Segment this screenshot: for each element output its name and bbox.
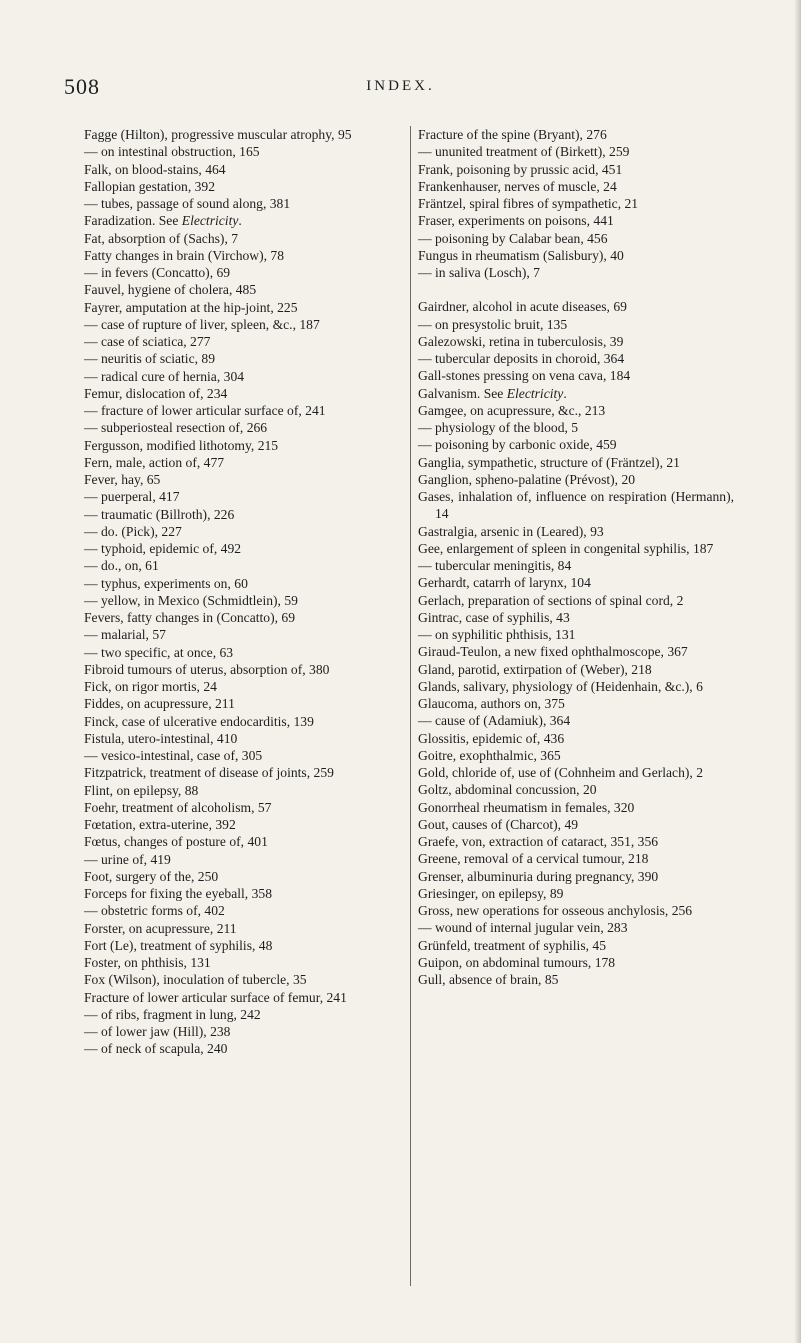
index-entry: Faradization. See Electricity. bbox=[84, 213, 242, 229]
index-entry: Falk, on blood-stains, 464 bbox=[84, 161, 226, 177]
index-entry: Fergusson, modified lithotomy, 215 bbox=[84, 437, 279, 453]
index-entry: Goitre, exophthalmic, 365 bbox=[418, 747, 561, 763]
running-head: INDEX. bbox=[366, 78, 435, 94]
index-entry: Fibroid tumours of uterus, absorption of, 380 bbox=[84, 661, 330, 677]
index-entry: — obstetric forms of, 402 bbox=[84, 903, 225, 919]
index-entry: Fracture of the spine (Bryant), 276 bbox=[418, 127, 607, 142]
index-entry: — neuritis of sciatic, 89 bbox=[84, 351, 215, 367]
index-entry: Frankenhauser, nerves of muscle, 24 bbox=[418, 178, 617, 194]
index-entry: Fern, male, action of, 477 bbox=[84, 454, 225, 470]
index-entry: Fiddes, on acupressure, 211 bbox=[84, 696, 235, 712]
index-entry: Graefe, von, extraction of cataract, 351, 356 bbox=[418, 834, 659, 849]
index-entry: — two specific, at once, 63 bbox=[84, 644, 234, 660]
index-entry: — on syphilitic phthisis, 131 bbox=[418, 627, 576, 642]
index-entry: Fox (Wilson), inoculation of tubercle, 35 bbox=[84, 972, 307, 988]
index-entry: Fallopian gestation, 392 bbox=[84, 178, 216, 194]
index-entry: Fick, on rigor mortis, 24 bbox=[84, 679, 217, 694]
index-entry: Fevers, fatty changes in (Concatto), 69 bbox=[84, 610, 296, 625]
index-entry: Forceps for fixing the eyeball, 358 bbox=[84, 886, 272, 901]
index-entry: Gout, causes of (Charcot), 49 bbox=[418, 816, 579, 832]
index-entry: — typhus, experiments on, 60 bbox=[84, 575, 248, 591]
index-entry: — case of rupture of liver, spleen, &c., 187 bbox=[84, 316, 320, 332]
index-entry: Finck, case of ulcerative endocarditis, 139 bbox=[84, 713, 314, 729]
index-entry: Fagge (Hilton), progressive muscular atrophy, 95 bbox=[84, 127, 352, 142]
index-entry: — puerperal, 417 bbox=[84, 489, 180, 505]
index-entry: Fracture of lower articular surface of femur, 241 bbox=[84, 989, 347, 1005]
index-entry: Frank, poisoning by prussic acid, 451 bbox=[418, 161, 623, 177]
index-entry: Galezowski, retina in tuberculosis, 39 bbox=[418, 333, 624, 349]
cross-reference: Electricity bbox=[181, 213, 239, 229]
index-entry: Fistula, utero-intestinal, 410 bbox=[84, 730, 238, 746]
index-entry: — case of sciatica, 277 bbox=[84, 334, 211, 349]
cross-reference: Electricity bbox=[506, 385, 564, 401]
index-entry: Gull, absence of brain, 85 bbox=[418, 972, 559, 987]
index-entry: Fauvel, hygiene of cholera, 485 bbox=[84, 282, 257, 298]
index-entry: — poisoning by Calabar bean, 456 bbox=[418, 230, 608, 246]
index-entry: Gerlach, preparation of sections of spinal cord, 2 bbox=[418, 592, 684, 608]
index-entry: — fracture of lower articular surface of, 241 bbox=[84, 403, 326, 418]
index-entry: Greene, removal of a cervical tumour, 218 bbox=[418, 851, 649, 867]
index-entry: Fungus in rheumatism (Salisbury), 40 bbox=[418, 247, 624, 263]
index-entry: Giraud-Teulon, a new fixed ophthalmoscope, 367 bbox=[418, 644, 688, 660]
index-entry: Fort (Le), treatment of syphilis, 48 bbox=[84, 937, 273, 953]
index-entry: — do. (Pick), 227 bbox=[84, 523, 182, 539]
index-entry: Grenser, albuminuria during pregnancy, 390 bbox=[418, 868, 659, 884]
index-entry: — physiology of the blood, 5 bbox=[418, 420, 579, 435]
index-entry: Glands, salivary, physiology of (Heidenhain, &c.), 6 bbox=[418, 678, 703, 694]
index-entry: Gonorrheal rheumatism in females, 320 bbox=[418, 799, 635, 815]
index-entry: — radical cure of hernia, 304 bbox=[84, 368, 245, 384]
index-entry: Fayrer, amputation at the hip-joint, 225 bbox=[84, 299, 298, 315]
index-entry: — yellow, in Mexico (Schmidtlein), 59 bbox=[84, 592, 298, 608]
index-entry: Fever, hay, 65 bbox=[84, 472, 161, 487]
index-entry: Gairdner, alcohol in acute diseases, 69 bbox=[418, 299, 627, 315]
index-entry: Ganglia, sympathetic, structure of (Fräntzel), 21 bbox=[418, 454, 680, 470]
index-entry: Goltz, abdominal concussion, 20 bbox=[418, 782, 597, 798]
index-entry: Galvanism. See Electricity. bbox=[418, 385, 567, 401]
index-entry: Guipon, on abdominal tumours, 178 bbox=[418, 954, 616, 970]
index-entry: Glaucoma, authors on, 375 bbox=[418, 696, 565, 711]
index-entry: Fraser, experiments on poisons, 441 bbox=[418, 213, 614, 229]
page-edge-shadow bbox=[794, 0, 801, 1343]
index-entry: — urine of, 419 bbox=[84, 851, 171, 867]
index-entry: Gastralgia, arsenic in (Leared), 93 bbox=[418, 523, 604, 539]
index-column-left bbox=[84, 126, 402, 1058]
index-entry: — vesico-intestinal, case of, 305 bbox=[84, 748, 263, 763]
index-entry: Foster, on phthisis, 131 bbox=[84, 955, 211, 970]
index-entry: — of ribs, fragment in lung, 242 bbox=[84, 1006, 261, 1022]
page-header bbox=[0, 74, 801, 104]
index-entry: — traumatic (Billroth), 226 bbox=[84, 506, 235, 522]
index-entry: Fœtus, changes of posture of, 401 bbox=[84, 834, 268, 850]
index-entry: Fatty changes in brain (Virchow), 78 bbox=[84, 247, 285, 263]
index-entry: Gland, parotid, extirpation of (Weber), 218 bbox=[418, 661, 652, 677]
index-entry: — of neck of scapula, 240 bbox=[84, 1041, 228, 1057]
column-divider bbox=[410, 126, 411, 1286]
index-entry: Forster, on acupressure, 211 bbox=[84, 920, 237, 936]
index-entry: Foot, surgery of the, 250 bbox=[84, 868, 219, 884]
index-entry: — of lower jaw (Hill), 238 bbox=[84, 1024, 231, 1039]
index-entry: Fœtation, extra-uterine, 392 bbox=[84, 817, 236, 832]
index-entry: — tubercular meningitis, 84 bbox=[418, 558, 572, 573]
index-entry: Gall-stones pressing on vena cava, 184 bbox=[418, 368, 631, 384]
index-entry: Gamgee, on acupressure, &c., 213 bbox=[418, 402, 606, 418]
index-entry: Foehr, treatment of alcoholism, 57 bbox=[84, 799, 272, 815]
index-entry: — poisoning by carbonic oxide, 459 bbox=[418, 437, 617, 453]
index-entry: Gold, chloride of, use of (Cohnheim and Gerlach), 2 bbox=[418, 765, 704, 780]
index-entry: — subperiosteal resection of, 266 bbox=[84, 420, 268, 436]
index-entry: — tubercular deposits in choroid, 364 bbox=[418, 351, 625, 366]
index-entry: Gross, new operations for osseous anchylosis, 256 bbox=[418, 903, 693, 918]
index-entry: Gases, inhalation of, influence on respiration (Hermann), 14 bbox=[418, 489, 734, 522]
index-entry: — cause of (Adamiuk), 364 bbox=[418, 713, 571, 729]
index-entry: Gerhardt, catarrh of larynx, 104 bbox=[418, 575, 591, 591]
index-entry: Gintrac, case of syphilis, 43 bbox=[418, 609, 570, 625]
index-entry: Gee, enlargement of spleen in congenital syphilis, 187 bbox=[418, 540, 714, 556]
index-entry: Grünfeld, treatment of syphilis, 45 bbox=[418, 937, 607, 953]
index-column-right bbox=[418, 126, 734, 988]
page-number: 508 bbox=[64, 74, 100, 99]
index-entry: Fitzpatrick, treatment of disease of joints, 259 bbox=[84, 765, 334, 781]
index-entry: — do., on, 61 bbox=[84, 558, 159, 574]
index-entry: — ununited treatment of (Birkett), 259 bbox=[418, 144, 630, 160]
index-entry: Ganglion, spheno-palatine (Prévost), 20 bbox=[418, 471, 636, 487]
index-entry: — in saliva (Losch), 7 bbox=[418, 265, 540, 280]
index-entry: Glossitis, epidemic of, 436 bbox=[418, 730, 565, 746]
index-entry: Fat, absorption of (Sachs), 7 bbox=[84, 230, 239, 246]
index-entry: Fräntzel, spiral fibres of sympathetic, 21 bbox=[418, 196, 639, 211]
index-entry: — wound of internal jugular vein, 283 bbox=[418, 920, 628, 936]
index-entry: — on presystolic bruit, 135 bbox=[418, 316, 568, 332]
index-entry: Griesinger, on epilepsy, 89 bbox=[418, 885, 564, 901]
index-entry: — malarial, 57 bbox=[84, 627, 166, 643]
index-entry: — tubes, passage of sound along, 381 bbox=[84, 196, 291, 211]
index-entry: — on intestinal obstruction, 165 bbox=[84, 144, 260, 160]
index-entry: Flint, on epilepsy, 88 bbox=[84, 782, 199, 798]
index-entry: — in fevers (Concatto), 69 bbox=[84, 265, 231, 280]
index-entry: — typhoid, epidemic of, 492 bbox=[84, 541, 242, 556]
index-entry: Femur, dislocation of, 234 bbox=[84, 385, 228, 401]
